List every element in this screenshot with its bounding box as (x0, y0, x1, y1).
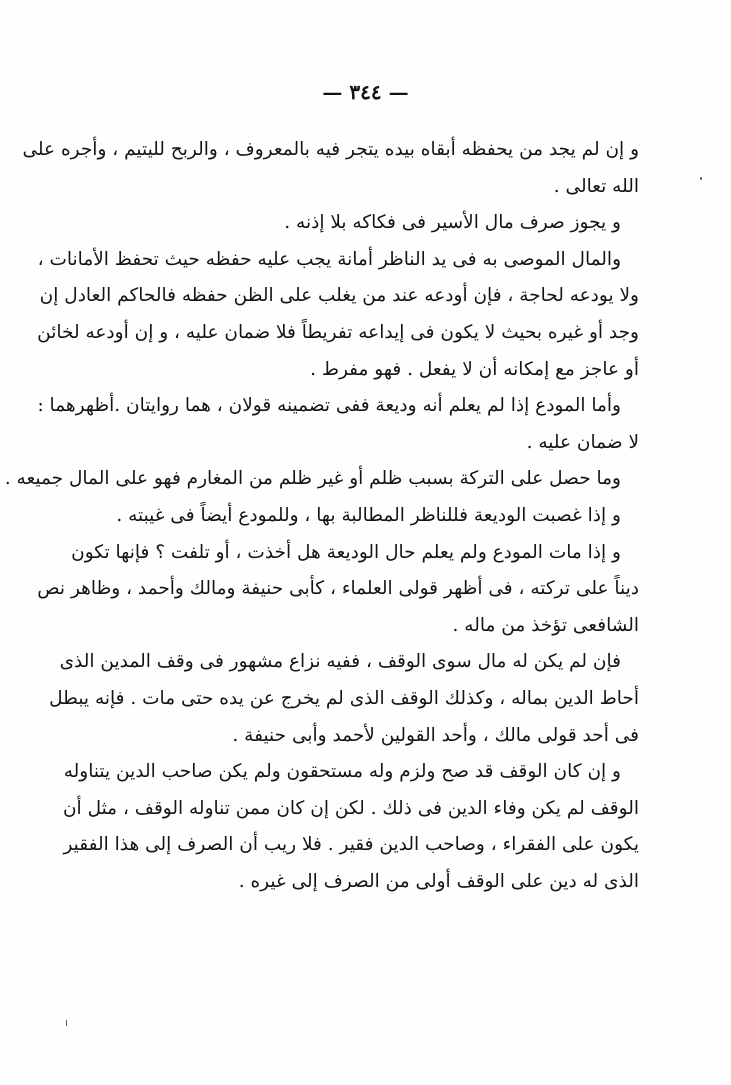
text-line: و إذا مات المودع ولم يعلم حال الوديعة هل أخذت ، أو تلفت ؟ فإنها تكون (71, 541, 621, 563)
text-line: وجد أو غيره بحيث لا يكون فى إيداعه تفريطاً فلا ضمان عليه ، و إن أودعه لخائن (37, 321, 639, 343)
text-line: والمال الموصى به فى يد الناظر أمانة يجب عليه حفظه حيث تحفظ الأمانات ، (37, 248, 621, 270)
text-line: فإن لم يكن له مال سوى الوقف ، ففيه نزاع مشهور فى وقف المدين الذى (59, 651, 621, 673)
text-line: أو عاجز مع إمكانه أن لا يفعل . فهو مفرط . (310, 358, 639, 380)
text-line: الوقف لم يكن وفاء الدين فى ذلك . لكن إن كان ممن تناوله الوقف ، مثل أن (62, 797, 639, 819)
text-line: و يجوز صرف مال الأسير فى فكاكه بلا إذنه . (284, 212, 621, 234)
text-line: و إن لم يجد من يحفظه أبقاه بيده يتجر فيه بالمعروف ، والربح لليتيم ، وأجره على (22, 139, 639, 160)
text-line: وما حصل على التركة بسبب ظلم أو غير ظلم من المغارم فهو على المال جميعه . (4, 468, 621, 490)
body-text (4, 132, 639, 900)
text-line: يكون على الفقراء ، وصاحب الدين فقير . فلا ريب أن الصرف إلى هذا الفقير (63, 834, 639, 856)
text-line: الذى له دين على الوقف أولى من الصرف إلى غيره . (238, 870, 639, 892)
text-line: و إذا غصبت الوديعة فللناظر المطالبة بها ، وللمودع أيضاً فى غيبته . (116, 504, 621, 526)
text-line: لا ضمان عليه . (526, 431, 639, 453)
text-line: ديناً على تركته ، فى أظهر قولى العلماء ، كأبى حنيفة ومالك وأحمد ، وظاهر نص (37, 578, 639, 600)
scan-speck (66, 1020, 67, 1026)
page-number: — ٣٤٤ — (322, 80, 409, 104)
text-line: و إن كان الوقف قد صح ولزم وله مستحقون ولم يكن صاحب الدين يتناوله (63, 761, 621, 783)
text-line: الله تعالى . (553, 175, 639, 197)
text-line: الشافعى تؤخذ من ماله . (452, 614, 639, 636)
text-line: ولا يودعه لحاجة ، فإن أودعه عند من يغلب على الظن حفظه فالحاكم العادل إن (39, 285, 639, 307)
text-line: وأما المودع إذا لم يعلم أنه وديعة ففى تضمينه قولان ، هما روايتان .أظهرهما : (37, 395, 621, 417)
text-line: فى أحد قولى مالك ، وأحد القولين لأحمد وأبى حنيفة . (232, 724, 639, 746)
text-line: أحاط الدين بماله ، وكذلك الوقف الذى لم يخرج عن يده حتى مات . فإنه يبطل (49, 687, 639, 709)
scan-speck (700, 177, 702, 180)
